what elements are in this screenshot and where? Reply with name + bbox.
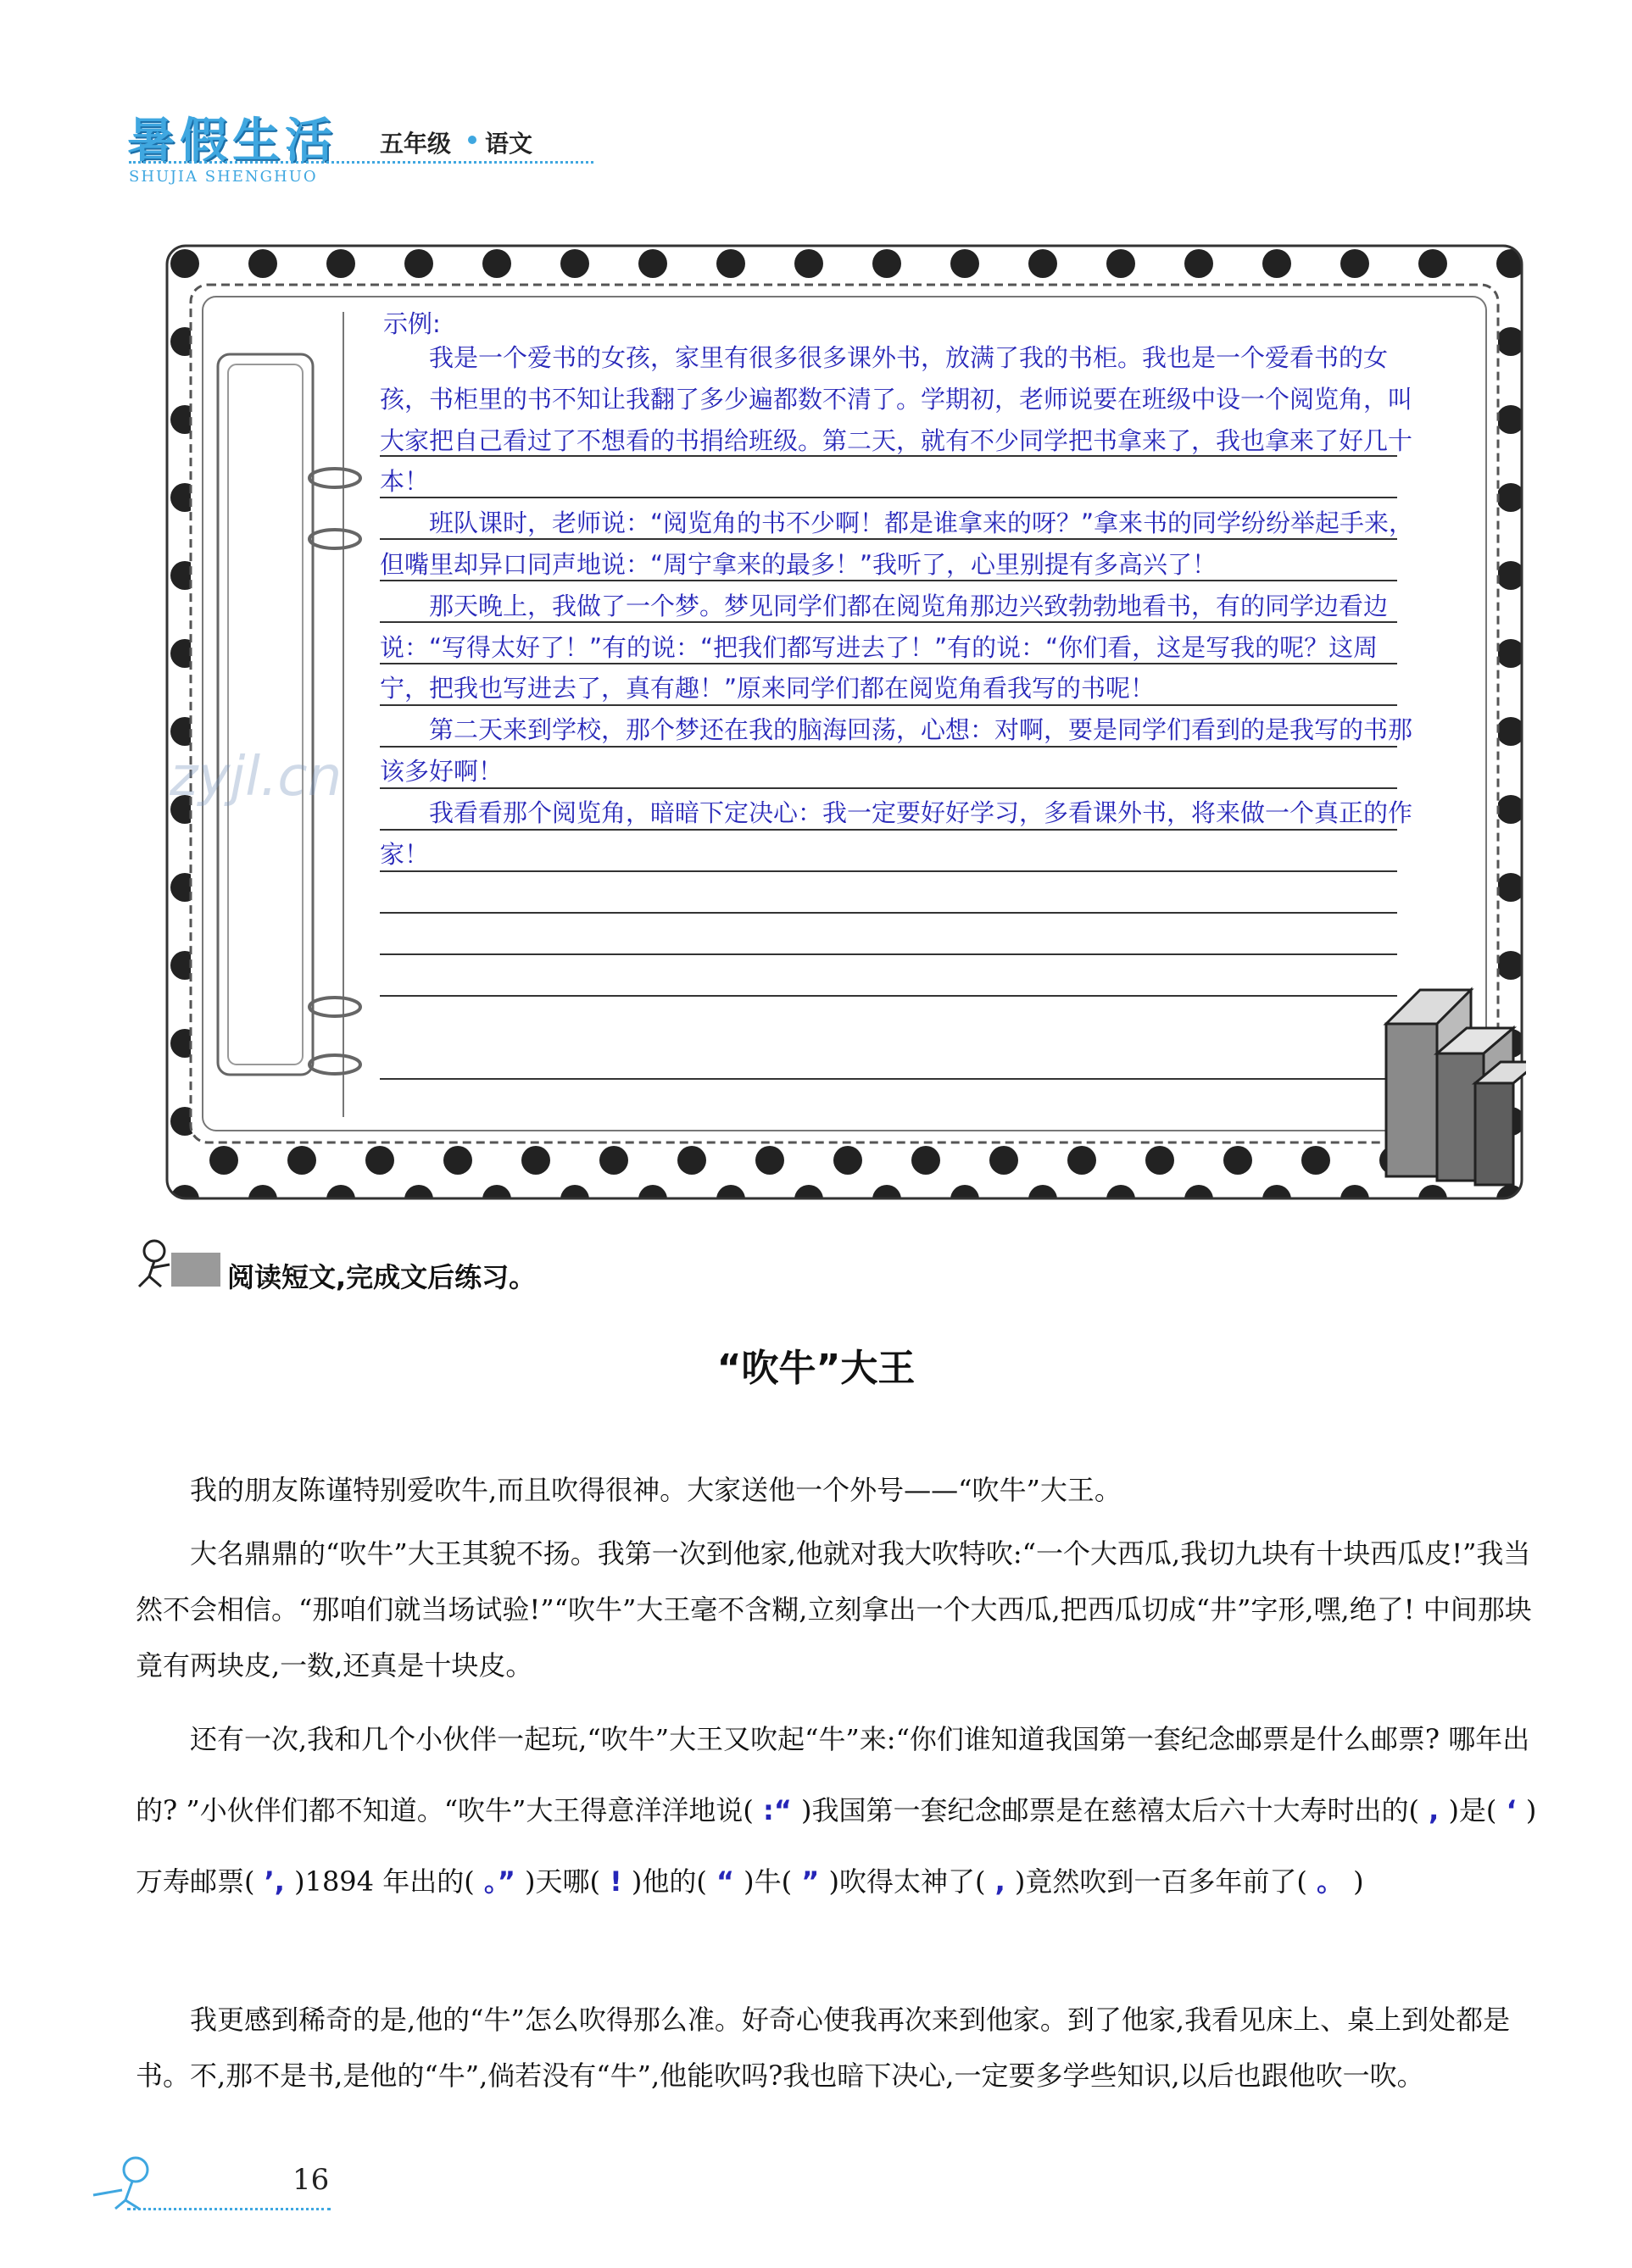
example-paragraph: 第二天来到学校，那个梦还在我的脑海回荡，心想：对啊，要是同学们看到的是我写的书那该多好啊！ (380, 715, 1413, 786)
punctuation-exercise (136, 1704, 1553, 1917)
grade-label: 五年级 (380, 130, 452, 158)
paragraph-text: 我的朋友陈谨特别爱吹牛,而且吹得很神。大家送他一个外号——“吹牛”大王。 (190, 1474, 1122, 1506)
example-essay (380, 337, 1423, 875)
answer-blank: , (1419, 1794, 1449, 1826)
footer-divider (127, 2208, 331, 2210)
example-label: 示例: (383, 309, 441, 338)
answer-blank: ‘ (1496, 1794, 1526, 1826)
answer-blank: “ (706, 1865, 744, 1898)
story-paragraph-4 (136, 1992, 1553, 2104)
answer-blank: :“ (753, 1794, 802, 1826)
answer-blank: , (985, 1865, 1015, 1898)
footer-kid-icon (85, 2153, 161, 2212)
text-segment: )我国第一套纪念邮票是在慈禧太后六十大寿时出的( (801, 1794, 1419, 1826)
text-segment: )他的( (631, 1865, 707, 1898)
text-segment: )牛( (744, 1865, 793, 1898)
story-paragraph-3 (136, 1704, 1553, 1917)
story-paragraph-1 (136, 1466, 1553, 1514)
paragraph-text: 我更感到稀奇的是,他的“牛”怎么吹得那么准。好奇心使我再次来到他家。到了他家,我看见床上、桌上到处都是书。不,那不是书,是他的“牛”,倘若没有“牛”,他能吹吗?我也暗下决心,一定要多学些知识,以后也跟他吹一吹。 (136, 2004, 1511, 2092)
series-pinyin: SHUJIA SHENGHUO (129, 168, 318, 186)
section-instruction: 阅读短文,完成文后练习。 (227, 1261, 537, 1293)
page-number: 16 (292, 2163, 330, 2197)
subject-label: 语文 (485, 130, 533, 158)
example-paragraph: 那天晚上，我做了一个梦。梦见同学们都在阅览角那边兴致勃勃地看书，有的同学边看边说：“写得太好了！”有的说：“把我们都写进去了！”有的说：“你们看，这是写我的呢？这周宁，把我也写进去了，真有趣！”原来同学们都在阅览角看我写的书呢！ (380, 591, 1389, 703)
paragraph-text: 大名鼎鼎的“吹牛”大王其貌不扬。我第一次到他家,他就对我大吹特吹:“一个大西瓜,我切九块有十块西瓜皮!”我当然不会相信。“那咱们就当场试验!”“吹牛”大王毫不含糊,立刻拿出一个大西瓜,把西瓜切成“井”字形,嘿,绝了! 中间那块竟有两块皮,一数,还真是十块皮。 (136, 1537, 1532, 1682)
answer-blank: 。” (474, 1865, 526, 1898)
text-segment: )竟然吹到一百多年前了( (1014, 1865, 1307, 1898)
answer-blank: ! (600, 1865, 632, 1898)
example-paragraph: 班队课时，老师说：“阅览角的书不少啊！都是谁拿来的呀？”拿来书的同学纷纷举起手来，但嘴里却异口同声地说：“周宁拿来的最多！”我听了，心里别提有多高兴了！ (380, 509, 1414, 579)
watermark: zyjl.cn (170, 746, 343, 809)
story-paragraph-2 (136, 1526, 1553, 1693)
example-paragraph: 我是一个爱书的女孩，家里有很多很多课外书，放满了我的书柜。我也是一个爱看书的女孩，书柜里的书不知让我翻了多少遍都数不清了。学期初，老师说要在班级中设一个阅览角，叫大家把自己看过了不想看的书捐给班级。第二天，就有不少同学把书拿来了，我也拿来了好几十本！ (380, 343, 1413, 497)
text-segment: )是( (1448, 1794, 1497, 1826)
header-divider (129, 161, 593, 164)
text-segment: )吹得太神了( (828, 1865, 986, 1898)
text-segment: )万寿邮票( (136, 1794, 1537, 1898)
answer-blank: ’, (254, 1865, 295, 1898)
reading-kid-icon (134, 1237, 222, 1288)
text-segment: )天哪( (525, 1865, 600, 1898)
book-series-title: 暑假生活 (127, 114, 337, 169)
text-segment: ) (1353, 1865, 1364, 1898)
answer-blank: 。 (1306, 1865, 1354, 1898)
answer-blank: ” (792, 1865, 829, 1898)
text-segment: )1894 年出的( (294, 1865, 475, 1898)
example-paragraph: 我看看那个阅览角，暗暗下定决心：我一定要好好学习，多看课外书，将来做一个真正的作家！ (380, 798, 1413, 869)
story-title: “吹牛”大王 (716, 1347, 916, 1390)
header-dot-icon (468, 136, 476, 144)
text-segment: 还有一次,我和几个小伙伴一起玩,“吹牛”大王又吹起“牛”来:“你们谁知道我国第一套纪念邮票是什么邮票? 哪年出的? ”小伙伴们都不知道。“吹牛”大王得意洋洋地说( (136, 1723, 1530, 1826)
